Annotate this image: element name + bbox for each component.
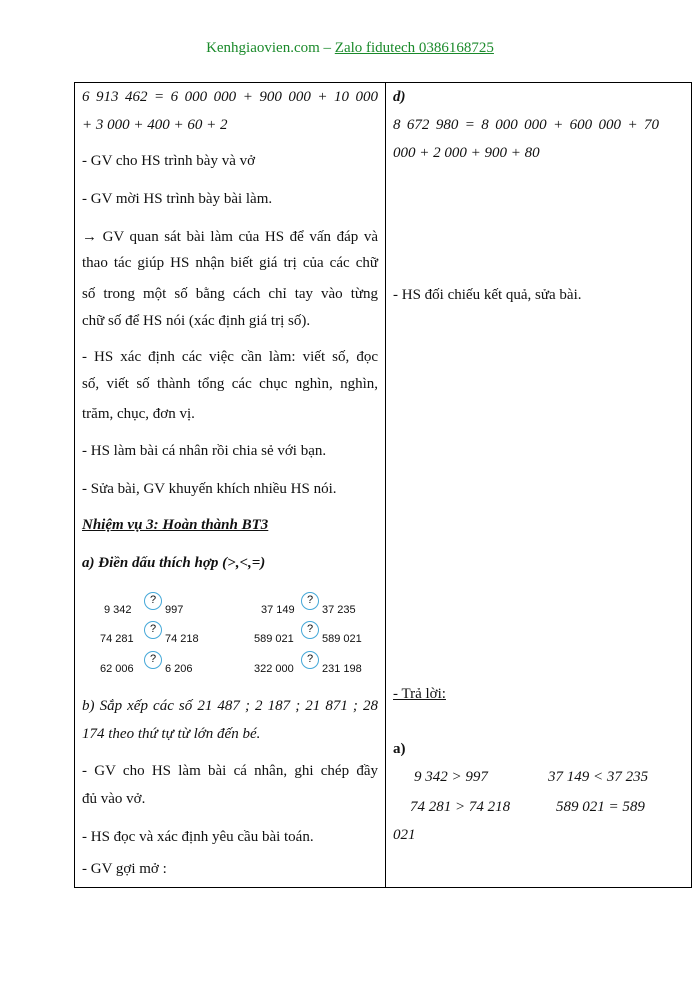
compare-r1-a: 9 342 xyxy=(104,604,132,616)
site-name: Kenhgiaovien.com – xyxy=(206,40,335,56)
compare-r2-b: 74 218 xyxy=(165,633,199,645)
d-expansion-line-2: 000 + 2 000 + 900 + 80 xyxy=(393,145,540,161)
compare-r3-d: 231 198 xyxy=(322,663,362,675)
tasks-line-1: - HS xác định các việc cần làm: viết số, đọc xyxy=(82,349,378,365)
review-text: - Sửa bài, GV khuyến khích nhiều HS nói. xyxy=(82,481,337,497)
question-circle: ? xyxy=(301,651,319,669)
section-d-label: d) xyxy=(393,89,406,105)
answer-a-1-left: 9 342 > 997 xyxy=(414,769,488,785)
compare-r2-a: 74 281 xyxy=(100,633,134,645)
task-a-heading: a) Điền dấu thích hợp (>,<,=) xyxy=(82,555,266,571)
tasks-line-3: trăm, chục, đơn vị. xyxy=(82,406,195,422)
gv-suggest-text: - GV gợi mở : xyxy=(82,861,167,877)
hs-read-text: - HS đọc và xác định yêu cầu bài toán. xyxy=(82,829,314,845)
compare-r3-b: 6 206 xyxy=(165,663,193,675)
compare-r2-d: 589 021 xyxy=(322,633,362,645)
d-expansion-line-1: 8 672 980 = 8 000 000 + 600 000 + 70 xyxy=(393,117,659,133)
gv-individual-line-1: - GV cho HS làm bài cá nhân, ghi chép đầy xyxy=(82,763,378,779)
question-circle: ? xyxy=(301,592,319,610)
observe-line-4: chữ số để HS nói (xác định giá trị số). xyxy=(82,313,311,329)
question-circle: ? xyxy=(144,651,162,669)
zalo-contact: Zalo fidutech 0386168725 xyxy=(334,40,494,56)
gv-invite-text: - GV mời HS trình bày bài làm. xyxy=(82,191,273,207)
task-b-line-1: b) Sắp xếp các số 21 487 ; 2 187 ; 21 871 ; 28 xyxy=(82,698,378,714)
answer-a-3: 021 xyxy=(393,827,416,843)
compare-r1-c: 37 149 xyxy=(261,604,295,616)
observe-line-1: → GV quan sát bài làm của HS để vấn đáp và xyxy=(82,229,378,245)
compare-r1-d: 37 235 xyxy=(322,604,356,616)
page-header xyxy=(0,40,700,57)
observe-line-2: thao tác giúp HS nhận biết giá trị của các chữ xyxy=(82,255,378,271)
individual-work-text: - HS làm bài cá nhân rồi chia sẻ với bạn. xyxy=(82,443,327,459)
answer-a-2-left: 74 281 > 74 218 xyxy=(410,799,511,815)
expansion-line-1: 6 913 462 = 6 000 000 + 900 000 + 10 000 xyxy=(82,89,378,105)
column-divider xyxy=(385,83,386,887)
gv-individual-line-2: đủ vào vở. xyxy=(82,791,146,807)
compare-r3-a: 62 006 xyxy=(100,663,134,675)
task-b-line-2: 174 theo thứ tự từ lớn đến bé. xyxy=(82,726,261,742)
gv-present-text: - GV cho HS trình bày và vở xyxy=(82,153,256,169)
answer-a-1-right: 37 149 < 37 235 xyxy=(548,769,649,785)
observe-line-3: số trong một số bằng cách chỉ tay vào từng xyxy=(82,286,378,302)
compare-r3-c: 322 000 xyxy=(254,663,294,675)
tasks-line-2: số, viết số thành tổng các chục nghìn, nghìn, xyxy=(82,376,378,392)
answer-label: - Trả lời: xyxy=(393,686,446,702)
task-3-heading: Nhiệm vụ 3: Hoàn thành BT3 xyxy=(82,517,269,533)
answer-a-2-right: 589 021 = 589 xyxy=(556,799,645,815)
question-circle: ? xyxy=(301,621,319,639)
compare-r1-b: 997 xyxy=(165,604,184,616)
hs-check-text: - HS đối chiếu kết quả, sửa bài. xyxy=(393,287,582,303)
expansion-line-2: + 3 000 + 400 + 60 + 2 xyxy=(82,117,228,133)
question-circle: ? xyxy=(144,592,162,610)
answer-a-label: a) xyxy=(393,741,406,757)
compare-r2-c: 589 021 xyxy=(254,633,294,645)
lesson-table xyxy=(74,82,692,888)
question-circle: ? xyxy=(144,621,162,639)
